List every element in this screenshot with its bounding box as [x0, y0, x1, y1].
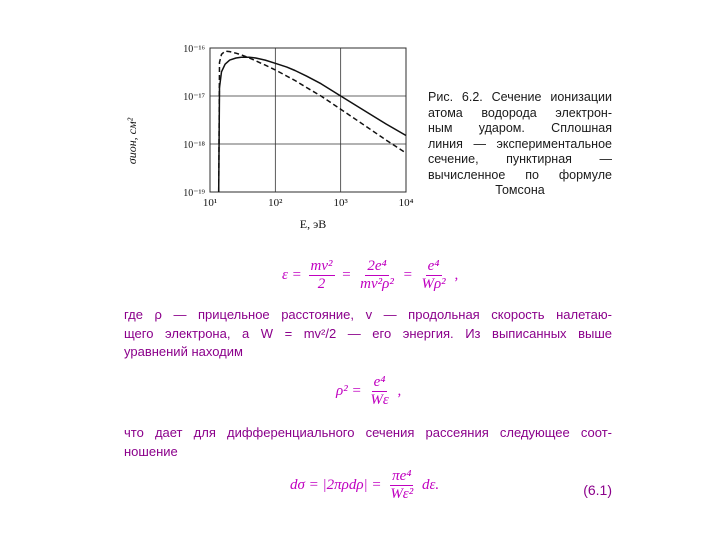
eq1-f1-numerator: mv²: [310, 258, 333, 274]
eq2-fraction: [368, 374, 390, 409]
eq2-numerator: e⁴: [373, 374, 386, 390]
eq1-fraction-2: [358, 258, 396, 293]
series-thomson-dashed: [219, 51, 406, 192]
equation-differential-cross-section: [290, 468, 439, 503]
plot-border: [210, 48, 406, 192]
caption-line: вычисленное по формуле: [428, 167, 612, 182]
eq3-denominator: Wε²: [390, 486, 414, 502]
paragraph-line: щего электрона, а W = mv²/2 — его энергия. Из выписанных выше: [124, 325, 612, 341]
x-axis-label: E, эВ: [299, 217, 327, 231]
eq3-fraction: [388, 468, 415, 503]
x-tick-label: 10²: [268, 197, 283, 209]
caption-line: атома водорода электрон-: [428, 105, 612, 120]
eq2-lhs: ρ² =: [336, 382, 362, 399]
eq2-denominator: Wε: [370, 392, 389, 408]
caption-line: линия — экспериментальное: [428, 136, 612, 151]
equation-rho-squared: [336, 374, 401, 409]
paragraph-2: [124, 424, 612, 461]
y-tick-label: 10⁻¹⁹: [183, 188, 205, 199]
eq1-lhs: ε =: [282, 266, 302, 283]
plot-frame: [210, 48, 406, 192]
paragraph-line: уравнений находим: [124, 344, 243, 359]
eq1-comma: ,: [454, 266, 459, 283]
eq1-f3-denominator: Wρ²: [421, 276, 446, 292]
y-tick-label: 10⁻¹⁶: [183, 44, 205, 55]
caption-line: сечение, пунктирная —: [428, 152, 612, 166]
equation-number: (6.1): [583, 482, 612, 498]
eq1-f1-denominator: 2: [317, 276, 326, 292]
series-experimental-solid: [219, 57, 406, 192]
eq1-f2-numerator: 2e⁴: [367, 258, 387, 274]
figure-caption: [428, 90, 612, 199]
eq1-equals-2: =: [402, 266, 413, 283]
paragraph-1: [124, 306, 612, 362]
eq3-lhs: dσ = |2πρdρ| =: [290, 476, 382, 493]
paragraph-line: ношение: [124, 443, 178, 459]
caption-line: ным ударом. Сплошная: [428, 121, 612, 135]
tick-labels: [183, 44, 413, 209]
eq1-f2-denominator: mv²ρ²: [360, 276, 394, 292]
y-axis-label: σион, см²: [125, 117, 139, 165]
eq1-equals: =: [341, 266, 352, 283]
eq1-f3-numerator: e⁴: [427, 258, 440, 274]
ionization-cross-section-chart: [118, 36, 418, 236]
eq1-fraction-1: [309, 258, 335, 293]
paragraph-line: где ρ — прицельное расстояние, v — продольная скорость налетаю-: [124, 307, 612, 322]
paragraph-line: что дает для дифференциального сечения рассеяния следующее соот-: [124, 425, 612, 440]
caption-line: Рис. 6.2. Сечение ионизации: [428, 90, 612, 104]
y-tick-label: 10⁻¹⁸: [183, 140, 205, 151]
x-tick-label: 10³: [333, 197, 348, 209]
equation-energy: [282, 258, 458, 293]
eq1-fraction-3: [419, 258, 447, 293]
eq2-comma: ,: [397, 382, 402, 399]
eq3-tail: dε.: [421, 476, 440, 493]
caption-line: Томсона: [495, 183, 545, 197]
plot-grid: [210, 48, 406, 192]
series-layer: [219, 51, 406, 192]
x-tick-label: 10⁴: [398, 197, 414, 209]
x-tick-label: 10¹: [202, 197, 218, 209]
y-tick-label: 10⁻¹⁷: [183, 92, 205, 103]
eq3-numerator: πe⁴: [392, 468, 412, 484]
